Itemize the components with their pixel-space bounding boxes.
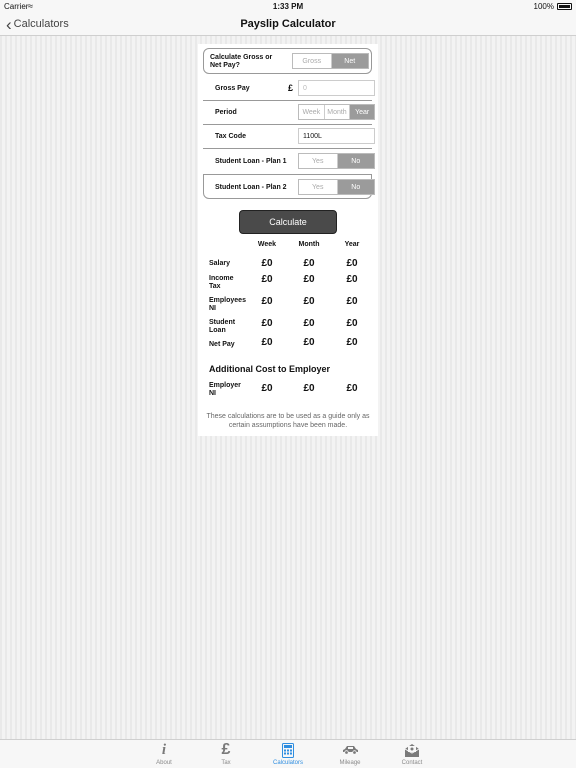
result-value-week: £0 [261, 258, 273, 269]
segment-year[interactable]: Year [349, 105, 374, 119]
tab-about[interactable] [144, 740, 184, 768]
result-value-year: £0 [346, 296, 358, 307]
result-label: Student Loan [209, 319, 236, 334]
result-label: Salary [209, 260, 231, 267]
tax-code-label: Tax Code [215, 133, 246, 140]
segment-gross[interactable]: Gross [302, 57, 322, 65]
calculate-button[interactable]: Calculate [239, 210, 337, 234]
result-label: Employer NI [209, 382, 241, 397]
gross-pay-label: Gross Pay [215, 85, 250, 92]
segment-plan-2-no[interactable]: No [337, 180, 375, 194]
tab-calculators[interactable] [268, 740, 308, 768]
disclaimer-text: These calculations are to be used as a guide only as certain assumptions have been made. [206, 413, 370, 429]
result-value-week: £0 [261, 383, 273, 394]
tab-tax[interactable] [206, 740, 246, 768]
result-label: Income Tax [209, 275, 234, 290]
result-label: Employees NI [209, 297, 246, 312]
result-value-month: £0 [303, 296, 315, 307]
page-title: Payslip Calculator [240, 18, 336, 30]
pound-icon: £ [221, 741, 231, 758]
status-time: 1:33 PM [272, 2, 304, 11]
navigation-bar [0, 12, 576, 36]
car-icon [330, 742, 370, 758]
result-label: Net Pay [209, 341, 235, 348]
tab-mileage[interactable] [330, 740, 370, 768]
tab-about-label: About [156, 760, 172, 766]
student-loan-plan-1-label: Student Loan - Plan 1 [215, 158, 287, 165]
calc-type-label: Calculate Gross or Net Pay? [210, 54, 273, 69]
result-value-year: £0 [346, 258, 358, 269]
result-value-week: £0 [261, 296, 273, 307]
tab-contact[interactable] [392, 740, 432, 768]
column-header-year: Year [344, 241, 360, 248]
calc-type-row [203, 48, 372, 74]
wifi-icon: ≈ [28, 1, 33, 11]
result-value-month: £0 [303, 337, 315, 348]
segment-plan-1-yes[interactable]: Yes [312, 157, 324, 165]
gross-pay-row [203, 77, 372, 101]
result-value-month: £0 [303, 318, 315, 329]
period-row [203, 101, 372, 125]
result-value-month: £0 [303, 258, 315, 269]
segment-plan-1-no[interactable]: No [337, 154, 375, 168]
result-value-week: £0 [261, 318, 273, 329]
student-loan-plan-1-row [203, 149, 372, 175]
calculator-panel [198, 44, 378, 436]
result-value-month: £0 [303, 383, 315, 394]
battery-icon [557, 3, 572, 10]
student-loan-plan-2-label: Student Loan - Plan 2 [215, 184, 287, 191]
student-loan-plan-2-row [203, 175, 372, 199]
column-header-month: Month [298, 241, 320, 248]
tab-calculators-label: Calculators [272, 760, 303, 766]
gross-pay-input[interactable]: 0 [298, 80, 375, 96]
carrier-label: Carrier [4, 2, 29, 11]
tab-tax-label: Tax [221, 760, 231, 766]
tax-code-input[interactable]: 1100L [298, 128, 375, 144]
chevron-left-icon: ‹ [6, 14, 12, 34]
tab-bar [0, 739, 576, 768]
result-value-month: £0 [303, 274, 315, 285]
tab-contact-label: Contact [401, 760, 423, 766]
calc-type-segmented-control [292, 53, 369, 69]
status-bar [0, 0, 576, 12]
result-value-year: £0 [346, 274, 358, 285]
additional-cost-title: Additional Cost to Employer [209, 364, 331, 374]
battery-percent: 100% [533, 2, 554, 11]
result-value-year: £0 [346, 318, 358, 329]
segment-net[interactable]: Net [331, 54, 369, 68]
segment-month[interactable]: Month [324, 105, 350, 119]
info-icon: i [161, 741, 167, 758]
segment-week[interactable]: Week [302, 108, 321, 116]
mail-icon [392, 742, 432, 758]
result-value-week: £0 [261, 274, 273, 285]
period-segmented-control [298, 104, 375, 120]
result-value-year: £0 [346, 337, 358, 348]
student-loan-plan-1-segmented-control [298, 153, 375, 169]
column-header-week: Week [257, 241, 277, 248]
calculator-icon [268, 742, 308, 758]
student-loan-plan-2-segmented-control [298, 179, 375, 195]
segment-plan-2-yes[interactable]: Yes [312, 183, 324, 191]
tax-code-row [203, 125, 372, 149]
tab-mileage-label: Mileage [339, 760, 361, 766]
period-label: Period [215, 109, 237, 116]
gross-pay-currency: £ [288, 83, 294, 93]
back-button-label: Calculators [13, 18, 69, 30]
result-value-year: £0 [346, 383, 358, 394]
result-value-week: £0 [261, 337, 273, 348]
